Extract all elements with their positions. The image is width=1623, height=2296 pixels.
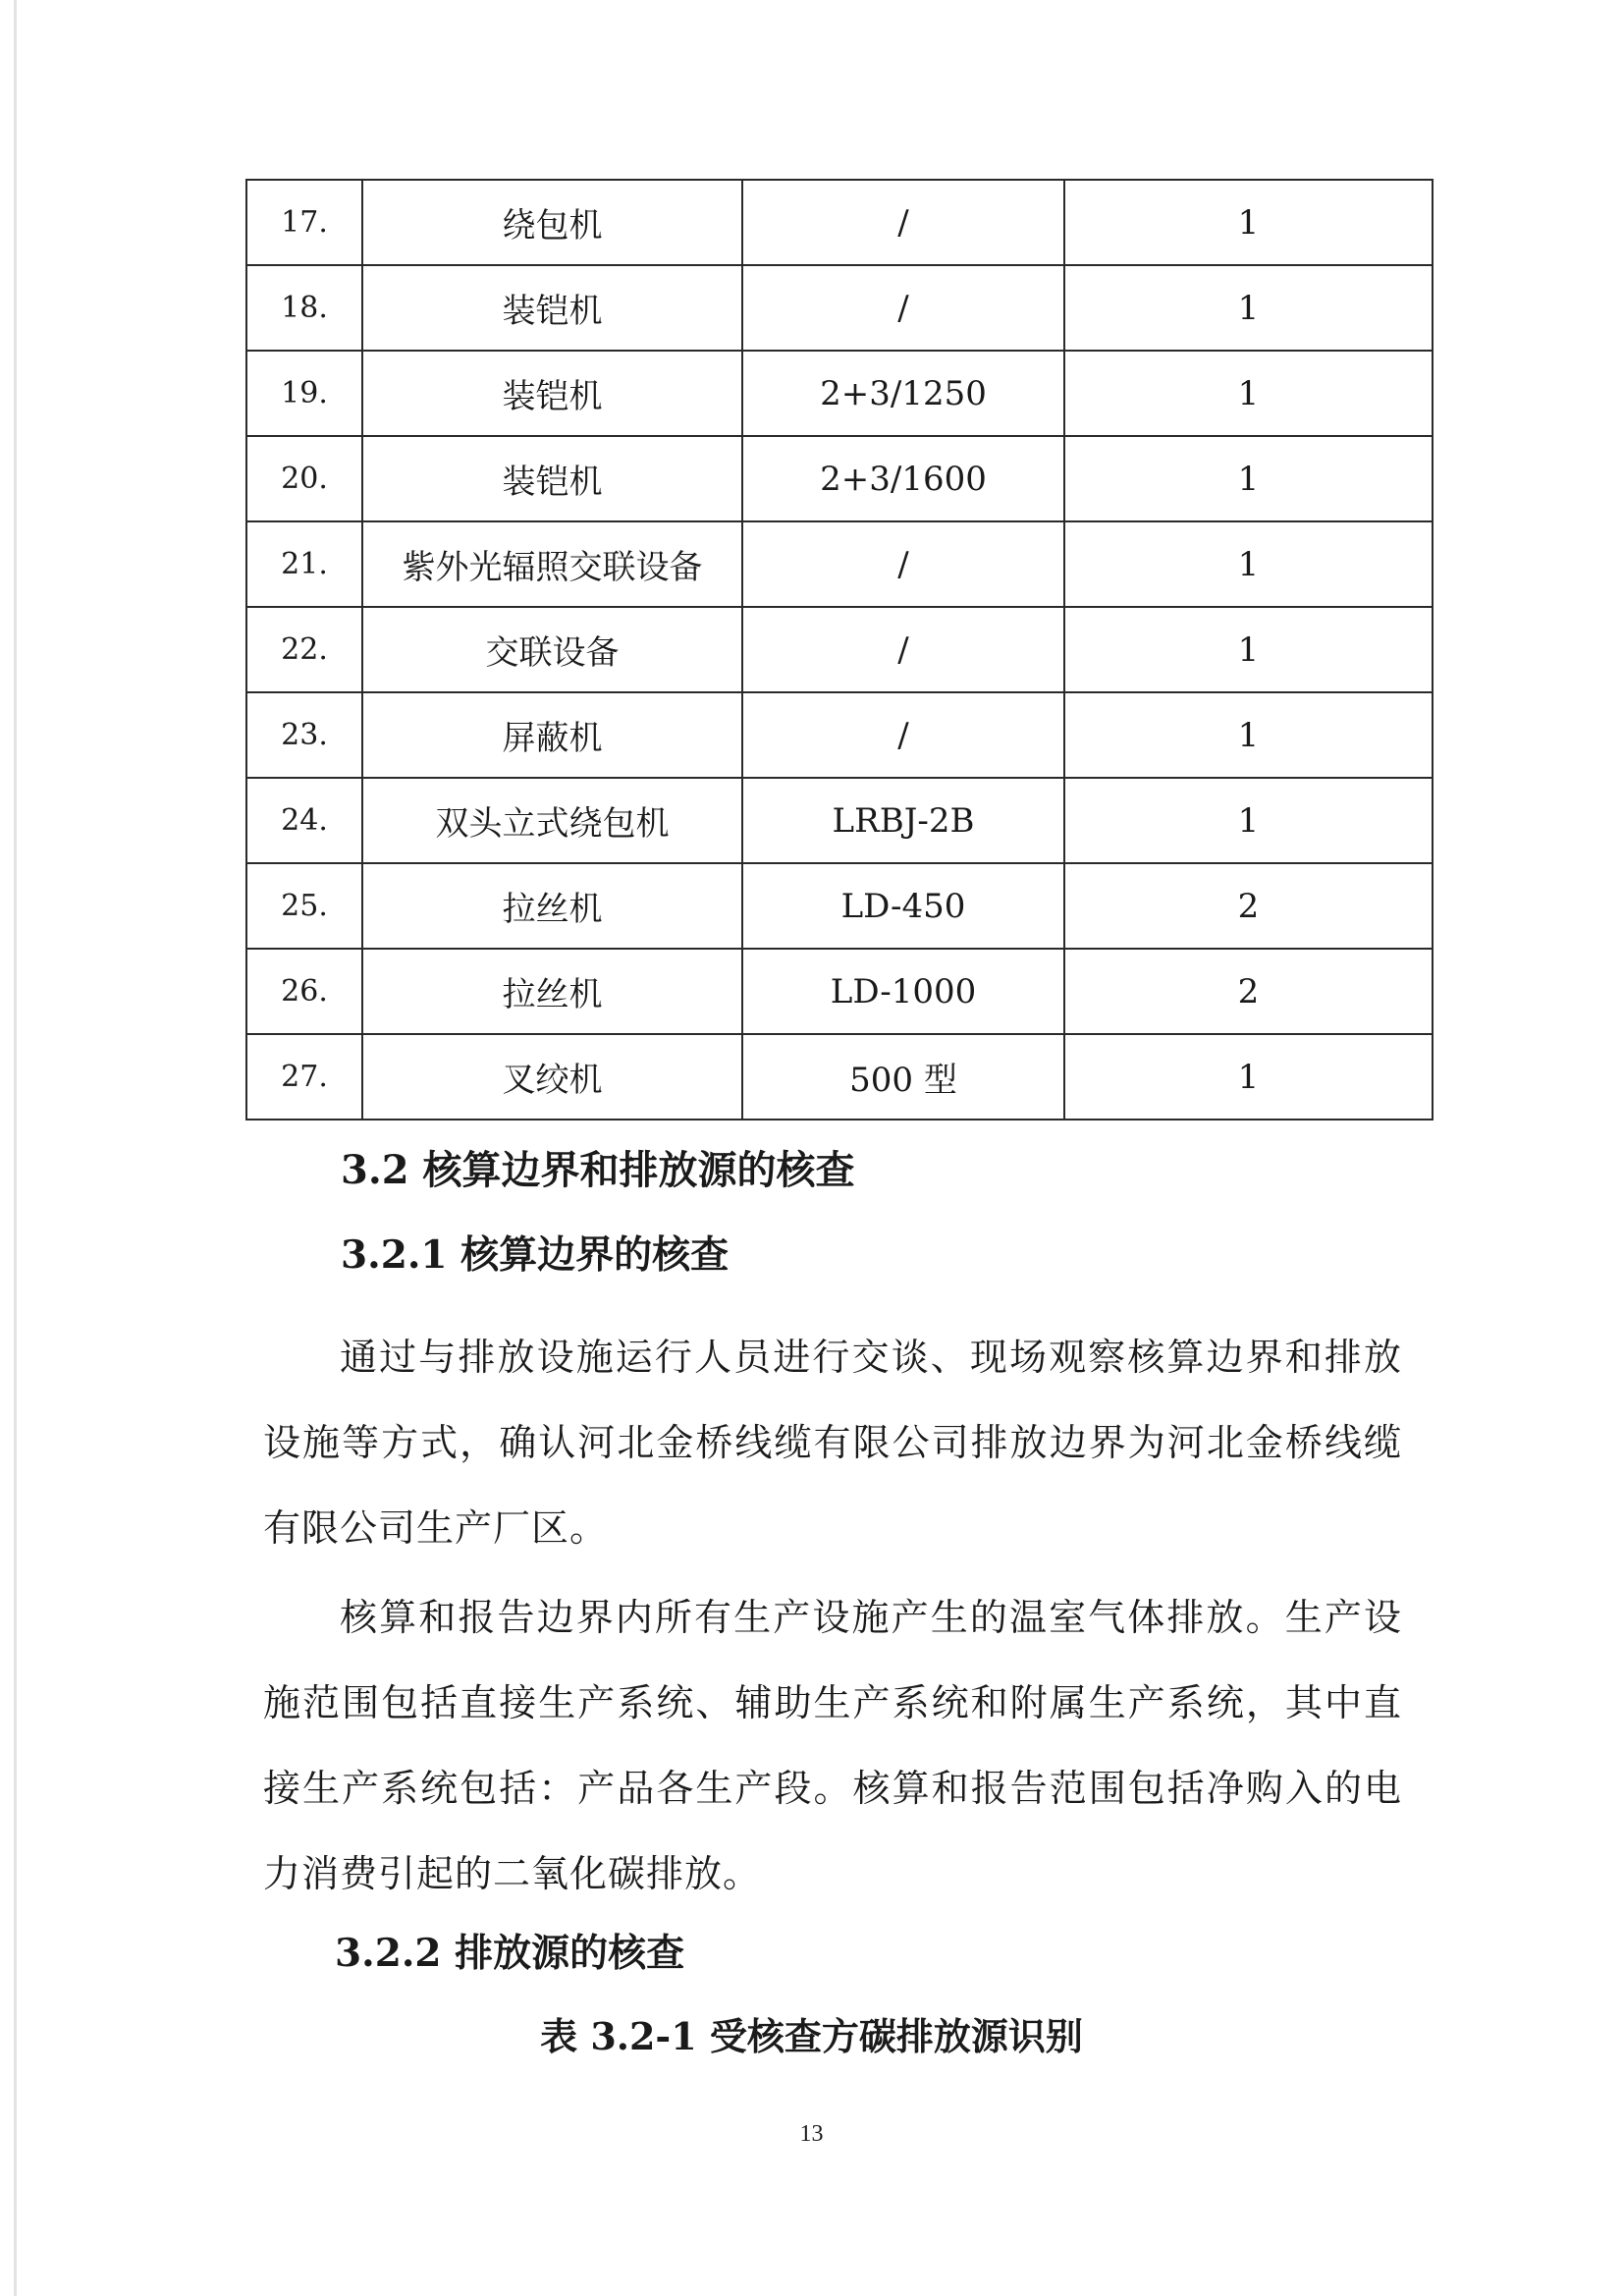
cell-model: / <box>742 607 1064 692</box>
cell-number: 26. <box>246 949 362 1034</box>
cell-model: LRBJ-2B <box>742 778 1064 863</box>
cell-quantity: 1 <box>1064 265 1433 351</box>
table-row <box>246 778 1433 863</box>
cell-number: 20. <box>246 436 362 521</box>
cell-equipment-name: 叉绞机 <box>362 1034 742 1120</box>
cell-equipment-name: 紫外光辐照交联设备 <box>362 521 742 607</box>
cell-quantity: 1 <box>1064 521 1433 607</box>
table-row <box>246 180 1433 265</box>
cell-model: LD-450 <box>742 863 1064 949</box>
cell-equipment-name: 装铠机 <box>362 351 742 436</box>
cell-quantity: 2 <box>1064 949 1433 1034</box>
cell-model: 2+3/1250 <box>742 351 1064 436</box>
cell-equipment-name: 拉丝机 <box>362 863 742 949</box>
cell-number: 27. <box>246 1034 362 1120</box>
table-row <box>246 351 1433 436</box>
paragraph-boundary-confirmation: 通过与排放设施运行人员进行交谈、现场观察核算边界和排放设施等方式，确认河北金桥线缆有限公司排放边界为河北金桥线缆有限公司生产厂区。 <box>263 1336 1402 1550</box>
cell-number: 17. <box>246 180 362 265</box>
cell-model: / <box>742 180 1064 265</box>
cell-model: / <box>742 521 1064 607</box>
cell-equipment-name: 交联设备 <box>362 607 742 692</box>
cell-quantity: 1 <box>1064 180 1433 265</box>
cell-model: 2+3/1600 <box>742 436 1064 521</box>
equipment-table-body <box>246 180 1433 1120</box>
scan-edge-shadow <box>14 0 17 2296</box>
cell-number: 24. <box>246 778 362 863</box>
table-row <box>246 521 1433 607</box>
cell-equipment-name: 屏蔽机 <box>362 692 742 778</box>
cell-quantity: 1 <box>1064 436 1433 521</box>
section-heading-3-2-1: 3.2.1 核算边界的核查 <box>341 1232 730 1278</box>
cell-number: 18. <box>246 265 362 351</box>
cell-quantity: 1 <box>1064 351 1433 436</box>
equipment-table <box>245 179 1434 1121</box>
section-heading-3-2-2: 3.2.2 排放源的核查 <box>335 1931 685 1976</box>
table-row <box>246 436 1433 521</box>
cell-equipment-name: 装铠机 <box>362 436 742 521</box>
section-heading-3-2: 3.2 核算边界和排放源的核查 <box>341 1147 855 1193</box>
cell-equipment-name: 拉丝机 <box>362 949 742 1034</box>
table-row <box>246 949 1433 1034</box>
cell-equipment-name: 双头立式绕包机 <box>362 778 742 863</box>
cell-number: 22. <box>246 607 362 692</box>
cell-model: / <box>742 692 1064 778</box>
cell-equipment-name: 装铠机 <box>362 265 742 351</box>
cell-number: 19. <box>246 351 362 436</box>
table-row <box>246 607 1433 692</box>
cell-quantity: 1 <box>1064 607 1433 692</box>
cell-number: 23. <box>246 692 362 778</box>
cell-quantity: 1 <box>1064 778 1433 863</box>
page-number: 13 <box>799 2121 824 2147</box>
cell-model: 500 型 <box>742 1034 1064 1120</box>
cell-model: LD-1000 <box>742 949 1064 1034</box>
table-row <box>246 265 1433 351</box>
paragraph-reporting-scope: 核算和报告边界内所有生产设施产生的温室气体排放。生产设施范围包括直接生产系统、辅助生产系统和附属生产系统，其中直接生产系统包括：产品各生产段。核算和报告范围包括净购入的电力消费引起的二氧化碳排放。 <box>263 1596 1402 1895</box>
cell-quantity: 1 <box>1064 692 1433 778</box>
table-row <box>246 1034 1433 1120</box>
cell-number: 25. <box>246 863 362 949</box>
cell-equipment-name: 绕包机 <box>362 180 742 265</box>
table-caption: 表 3.2-1 受核查方碳排放源识别 <box>540 2014 1083 2058</box>
cell-quantity: 1 <box>1064 1034 1433 1120</box>
cell-number: 21. <box>246 521 362 607</box>
table-row <box>246 692 1433 778</box>
table-row <box>246 863 1433 949</box>
cell-model: / <box>742 265 1064 351</box>
cell-quantity: 2 <box>1064 863 1433 949</box>
